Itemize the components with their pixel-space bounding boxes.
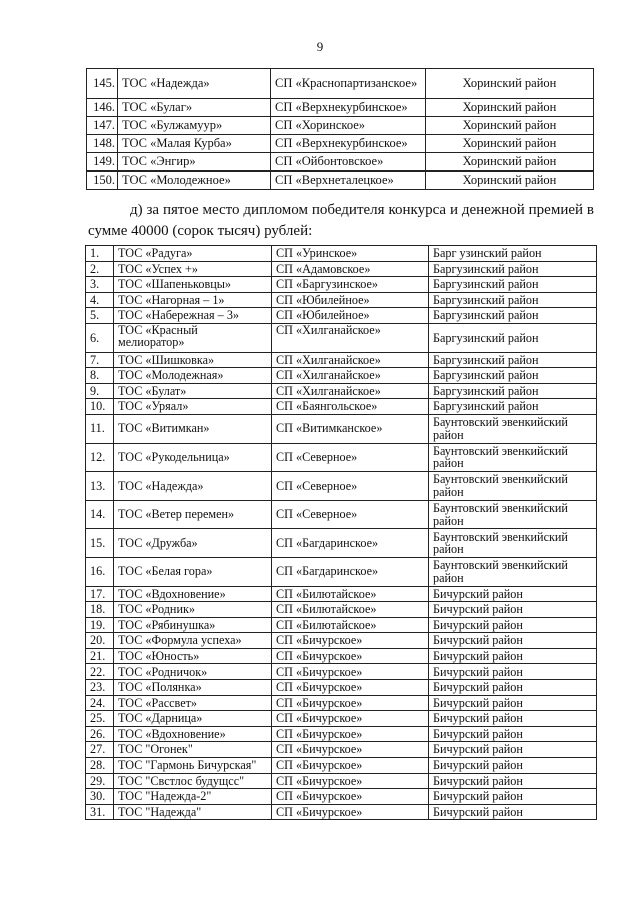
settlement: СП «Витимканское» — [272, 414, 429, 443]
row-number: 147. — [87, 117, 118, 135]
settlement: СП «Адамовское» — [272, 261, 429, 277]
tos-name: ТОС «Вдохновение» — [114, 726, 272, 742]
settlement: СП «Юбилейное» — [272, 292, 429, 308]
settlement: СП «Бичурское» — [272, 742, 429, 758]
row-number: 28. — [86, 758, 114, 774]
district: Бичурский район — [429, 711, 597, 727]
table-row — [86, 529, 597, 558]
settlement: СП «Бичурское» — [272, 633, 429, 649]
page-number: 9 — [316, 39, 324, 54]
winners-table-part2 — [85, 245, 597, 820]
tos-name: ТОС «Молодежное» — [118, 171, 271, 190]
row-number: 16. — [86, 557, 114, 586]
district: Баргузинский район — [429, 383, 597, 399]
row-number: 15. — [86, 529, 114, 558]
tos-name: ТОС «Надежда» — [118, 69, 271, 99]
settlement: СП «Бичурское» — [272, 726, 429, 742]
settlement: СП «Билютайское» — [272, 602, 429, 618]
district: Бичурский район — [429, 758, 597, 774]
district: Баргузинский район — [429, 292, 597, 308]
settlement: СП «Бичурское» — [272, 758, 429, 774]
district: Баргузинский район — [429, 399, 597, 415]
row-number: 31. — [86, 804, 114, 820]
row-number: 146. — [87, 99, 118, 117]
settlement: СП «Бичурское» — [272, 804, 429, 820]
district: Баргузинский район — [429, 261, 597, 277]
row-number: 11. — [86, 414, 114, 443]
row-number: 19. — [86, 617, 114, 633]
settlement: СП «Верхнекурбинское» — [271, 135, 426, 153]
table-row — [86, 586, 597, 602]
row-number: 6. — [86, 323, 114, 352]
row-number: 13. — [86, 472, 114, 501]
tos-name: ТОС «Энгир» — [118, 153, 271, 172]
tos-name: ТОС «Молодежная» — [114, 368, 272, 384]
table-row — [87, 153, 594, 172]
settlement: СП «Хилганайское» — [272, 368, 429, 384]
row-number: 17. — [86, 586, 114, 602]
tos-name: ТОС «Надежда» — [114, 472, 272, 501]
settlement: СП «Краснопартизанское» — [271, 69, 426, 99]
district: Баунтовский эвенкийский район — [429, 414, 597, 443]
table-row — [86, 617, 597, 633]
district: Баргузинский район — [429, 308, 597, 324]
tos-name: ТОС «Родничок» — [114, 664, 272, 680]
row-number: 22. — [86, 664, 114, 680]
settlement: СП «Баргузинское» — [272, 277, 429, 293]
district: Баргузинский район — [429, 352, 597, 368]
settlement: СП «Багдаринское» — [272, 529, 429, 558]
table2-body — [86, 246, 597, 820]
table-row — [86, 557, 597, 586]
district: Хоринский район — [426, 135, 594, 153]
row-number: 4. — [86, 292, 114, 308]
table-row — [86, 368, 597, 384]
table-row — [86, 414, 597, 443]
tos-name: ТОС «Малая Курба» — [118, 135, 271, 153]
settlement: СП «Билютайское» — [272, 617, 429, 633]
district: Хоринский район — [426, 99, 594, 117]
tos-name: ТОС «Формула успеха» — [114, 633, 272, 649]
table-row — [86, 443, 597, 472]
row-number: 7. — [86, 352, 114, 368]
table-row — [87, 99, 594, 117]
settlement: СП «Верхнекурбинское» — [271, 99, 426, 117]
table-row — [86, 633, 597, 649]
tos-name: ТОС «Витимкан» — [114, 414, 272, 443]
tos-name: ТОС "Надежда-2" — [114, 789, 272, 805]
settlement: СП «Северное» — [272, 443, 429, 472]
tos-name: ТОС «Дружба» — [114, 529, 272, 558]
district: Бичурский район — [429, 695, 597, 711]
settlement: СП «Хилганайское» — [272, 352, 429, 368]
settlement: СП «Верхнеталецкое» — [271, 171, 426, 190]
district: Бичурский район — [429, 648, 597, 664]
row-number: 27. — [86, 742, 114, 758]
district: Бичурский район — [429, 617, 597, 633]
district: Бичурский район — [429, 602, 597, 618]
tos-name: ТОС "Свстлос будущсс" — [114, 773, 272, 789]
row-number: 24. — [86, 695, 114, 711]
tos-name: ТОС «Полянка» — [114, 680, 272, 696]
table-row — [86, 773, 597, 789]
tos-name: ТОС «Булат» — [114, 383, 272, 399]
district: Бичурский район — [429, 742, 597, 758]
settlement: СП «Бичурское» — [272, 773, 429, 789]
table-row — [86, 292, 597, 308]
row-number: 1. — [86, 246, 114, 262]
row-number: 26. — [86, 726, 114, 742]
tos-name: ТОС «Набережная – 3» — [114, 308, 272, 324]
table-row — [86, 726, 597, 742]
tos-name: ТОС «Булжамуур» — [118, 117, 271, 135]
district: Баунтовский эвенкийский район — [429, 443, 597, 472]
table-row — [87, 171, 594, 190]
row-number: 10. — [86, 399, 114, 415]
award-paragraph: д) за пятое место дипломом победителя конкурса и денежной премией в сумме 40000 (сорок тысяч) рублей: — [88, 202, 594, 239]
district: Бичурский район — [429, 773, 597, 789]
district: Баунтовский эвенкийский район — [429, 472, 597, 501]
district: Баргузинский район — [429, 323, 597, 352]
district: Бичурский район — [429, 633, 597, 649]
district: Хоринский район — [426, 117, 594, 135]
district: Хоринский район — [426, 153, 594, 172]
row-number: 9. — [86, 383, 114, 399]
table-row — [86, 246, 597, 262]
table-row — [87, 117, 594, 135]
table-row — [86, 602, 597, 618]
row-number: 149. — [87, 153, 118, 172]
district: Баунтовский эвенкийский район — [429, 529, 597, 558]
row-number: 30. — [86, 789, 114, 805]
settlement: СП «Хилганайское» — [272, 383, 429, 399]
table-row — [86, 789, 597, 805]
row-number: 145. — [87, 69, 118, 99]
tos-name: ТОС «Рассвет» — [114, 695, 272, 711]
settlement: СП «Багдаринское» — [272, 557, 429, 586]
district: Барг узинский район — [429, 246, 597, 262]
district: Баунтовский эвенкийский район — [429, 500, 597, 529]
tos-name: ТОС «Родник» — [114, 602, 272, 618]
settlement: СП «Бичурское» — [272, 680, 429, 696]
district: Бичурский район — [429, 586, 597, 602]
row-number: 25. — [86, 711, 114, 727]
row-number: 18. — [86, 602, 114, 618]
row-number: 2. — [86, 261, 114, 277]
row-number: 20. — [86, 633, 114, 649]
winners-table-part1 — [86, 68, 594, 190]
settlement: СП «Бичурское» — [272, 664, 429, 680]
settlement: СП «Баянгольское» — [272, 399, 429, 415]
tos-name: ТОС «Ветер перемен» — [114, 500, 272, 529]
district: Баунтовский эвенкийский район — [429, 557, 597, 586]
district: Баргузинский район — [429, 368, 597, 384]
table-row — [87, 69, 594, 99]
row-number: 14. — [86, 500, 114, 529]
tos-name: ТОС «Булаг» — [118, 99, 271, 117]
settlement: СП «Билютайское» — [272, 586, 429, 602]
table-row — [86, 261, 597, 277]
settlement: СП «Бичурское» — [272, 695, 429, 711]
table-row — [86, 804, 597, 820]
table-row — [86, 472, 597, 501]
table-row — [86, 383, 597, 399]
table-row — [86, 711, 597, 727]
table-row — [86, 648, 597, 664]
tos-name: ТОС «Вдохновение» — [114, 586, 272, 602]
tos-name: ТОС «Нагорная – 1» — [114, 292, 272, 308]
tos-name: ТОС "Надежда" — [114, 804, 272, 820]
settlement: СП «Ойбонтовское» — [271, 153, 426, 172]
district: Бичурский район — [429, 789, 597, 805]
table-row — [86, 277, 597, 293]
table-row — [86, 500, 597, 529]
table1-body — [87, 69, 594, 190]
district: Хоринский район — [426, 171, 594, 190]
settlement: СП «Северное» — [272, 500, 429, 529]
settlement: СП «Хоринское» — [271, 117, 426, 135]
tos-name: ТОС «Юность» — [114, 648, 272, 664]
table-row — [86, 680, 597, 696]
tos-name: ТОС "Огонек" — [114, 742, 272, 758]
district: Баргузинский район — [429, 277, 597, 293]
settlement: СП «Бичурское» — [272, 648, 429, 664]
tos-name: ТОС «Дарница» — [114, 711, 272, 727]
district: Бичурский район — [429, 726, 597, 742]
settlement: СП «Хилганайское» — [272, 323, 429, 352]
table-row — [86, 695, 597, 711]
row-number: 8. — [86, 368, 114, 384]
district: Хоринский район — [426, 69, 594, 99]
row-number: 5. — [86, 308, 114, 324]
tos-name: ТОС «Белая гора» — [114, 557, 272, 586]
table-row — [86, 352, 597, 368]
settlement: СП «Бичурское» — [272, 711, 429, 727]
tos-name: ТОС «Радуга» — [114, 246, 272, 262]
settlement: СП «Юбилейное» — [272, 308, 429, 324]
tos-name: ТОС «Шишковка» — [114, 352, 272, 368]
row-number: 3. — [86, 277, 114, 293]
table-row — [86, 323, 597, 352]
table-row — [86, 742, 597, 758]
table-row — [87, 135, 594, 153]
tos-name: ТОС «Рукодельница» — [114, 443, 272, 472]
tos-name: ТОС "Гармонь Бичурская" — [114, 758, 272, 774]
tos-name: ТОС «Успех +» — [114, 261, 272, 277]
tos-name: ТОС «Рябинушка» — [114, 617, 272, 633]
table-row — [86, 308, 597, 324]
table-row — [86, 664, 597, 680]
tos-name: ТОС «Шапеньковцы» — [114, 277, 272, 293]
settlement: СП «Бичурское» — [272, 789, 429, 805]
row-number: 21. — [86, 648, 114, 664]
tos-name: ТОС «Уряал» — [114, 399, 272, 415]
tos-name: ТОС «Красный мелиоратор» — [114, 323, 272, 352]
district: Бичурский район — [429, 680, 597, 696]
row-number: 12. — [86, 443, 114, 472]
settlement: СП «Северное» — [272, 472, 429, 501]
row-number: 29. — [86, 773, 114, 789]
row-number: 23. — [86, 680, 114, 696]
district: Бичурский район — [429, 664, 597, 680]
table-row — [86, 758, 597, 774]
row-number: 148. — [87, 135, 118, 153]
district: Бичурский район — [429, 804, 597, 820]
table-row — [86, 399, 597, 415]
settlement: СП «Уринское» — [272, 246, 429, 262]
row-number: 150. — [87, 171, 118, 190]
